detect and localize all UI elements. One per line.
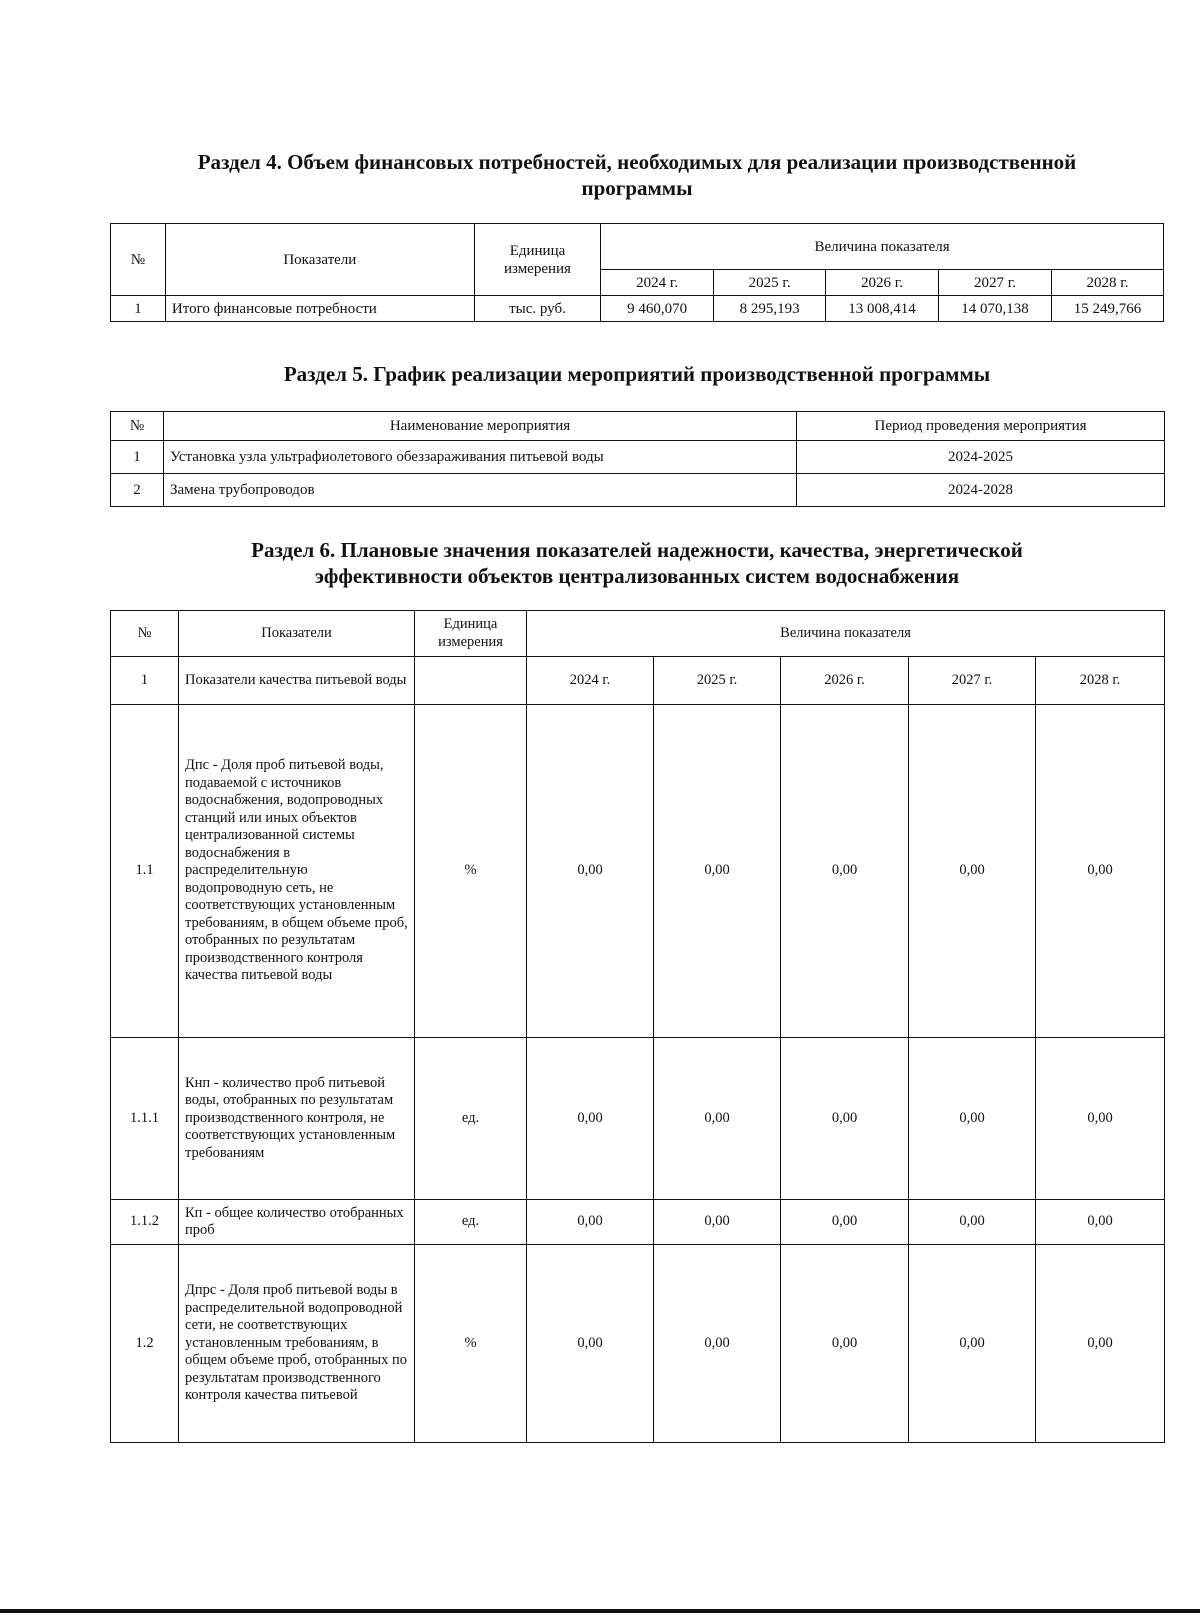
s6-header-value: Величина показателя — [527, 611, 1165, 657]
scan-bottom-edge — [0, 1609, 1200, 1613]
value-cell: 0,00 — [781, 1038, 909, 1200]
table-row — [111, 474, 1165, 507]
s6-year-cell: 2024 г. — [527, 657, 654, 705]
s6-year-cell: 2028 г. — [1036, 657, 1165, 705]
row-name: Итого финансовые потребности — [165, 296, 474, 322]
row-unit — [415, 657, 527, 705]
row-number: 1.1.2 — [111, 1200, 179, 1245]
table-row — [111, 1038, 1165, 1200]
s5-header-name: Наименование мероприятия — [164, 412, 797, 441]
value-cell: 0,00 — [527, 1200, 654, 1245]
row-number: 1 — [111, 296, 166, 322]
table-row — [111, 705, 1165, 1038]
s4-year-cell: 2025 г. — [714, 270, 826, 296]
s4-year-cell: 2028 г. — [1051, 270, 1163, 296]
section4-title-line2: программы — [581, 176, 693, 200]
section6-title-line2: эффективности объектов централизованных систем водоснабжения — [314, 564, 960, 588]
section6-table — [110, 610, 1165, 1443]
table-row — [111, 1200, 1165, 1245]
row-name: Показатели качества питьевой воды — [179, 657, 415, 705]
row-number: 1.1 — [111, 705, 179, 1038]
value-cell: 13 008,414 — [826, 296, 939, 322]
s6-header-no: № — [111, 611, 179, 657]
value-cell: 15 249,766 — [1051, 296, 1163, 322]
value-cell: 0,00 — [654, 1038, 781, 1200]
section4-table — [110, 223, 1164, 322]
value-cell: 9 460,070 — [601, 296, 714, 322]
table-row — [111, 1245, 1165, 1443]
s4-header-no: № — [111, 224, 166, 296]
section6-title — [110, 537, 1164, 589]
section5-table — [110, 411, 1165, 507]
row-number: 1 — [111, 657, 179, 705]
table-row — [111, 441, 1165, 474]
value-cell: 0,00 — [654, 705, 781, 1038]
row-period: 2024-2028 — [797, 474, 1165, 507]
table-row — [111, 657, 1165, 705]
s4-year-cell: 2026 г. — [826, 270, 939, 296]
value-cell: 0,00 — [654, 1245, 781, 1443]
row-number: 2 — [111, 474, 164, 507]
row-number: 1 — [111, 441, 164, 474]
row-unit: % — [415, 1245, 527, 1443]
row-number: 1.2 — [111, 1245, 179, 1443]
row-period: 2024-2025 — [797, 441, 1165, 474]
value-cell: 0,00 — [527, 705, 654, 1038]
row-number: 1.1.1 — [111, 1038, 179, 1200]
row-unit: ед. — [415, 1200, 527, 1245]
s4-year-cell: 2027 г. — [939, 270, 1052, 296]
row-name: Дпрс - Доля проб питьевой воды в распределительной водопроводной сети, не соответствующих установленным требованиям, в общем объеме проб, отобранных по результатам производственного контроля качества питьевой — [179, 1245, 415, 1443]
row-name: Кнп - количество проб питьевой воды, отобранных по результатам производственного контроля, не соответствующих установленным требованиям — [179, 1038, 415, 1200]
value-cell: 0,00 — [1036, 1245, 1165, 1443]
section6-title-line1: Раздел 6. Плановые значения показателей надежности, качества, энергетической — [251, 538, 1023, 562]
s6-header-indicator: Показатели — [179, 611, 415, 657]
row-unit: % — [415, 705, 527, 1038]
s4-year-cell: 2024 г. — [601, 270, 714, 296]
section4-title-line1: Раздел 4. Объем финансовых потребностей, необходимых для реализации производственной — [197, 150, 1077, 174]
s4-header-value: Величина показателя — [601, 224, 1164, 270]
value-cell: 0,00 — [654, 1200, 781, 1245]
row-name: Дпс - Доля проб питьевой воды, подаваемой с источников водоснабжения, водопроводных станций или иных объектов централизованной системы водоснабжения в распределительную водопроводную сеть, не соответствующих установленным требованиям, в общем объеме проб, отобранных по результатам производственного контроля качества питьевой воды — [179, 705, 415, 1038]
value-cell: 0,00 — [909, 1038, 1036, 1200]
s6-header-unit: Единица измерения — [415, 611, 527, 657]
value-cell: 0,00 — [909, 1245, 1036, 1443]
value-cell: 0,00 — [781, 1200, 909, 1245]
row-unit: тыс. руб. — [474, 296, 600, 322]
row-name: Установка узла ультрафиолетового обеззараживания питьевой воды — [164, 441, 797, 474]
value-cell: 0,00 — [1036, 1200, 1165, 1245]
value-cell: 0,00 — [781, 705, 909, 1038]
table-row — [111, 296, 1164, 322]
s5-header-period: Период проведения мероприятия — [797, 412, 1165, 441]
value-cell: 0,00 — [1036, 705, 1165, 1038]
s6-year-cell: 2025 г. — [654, 657, 781, 705]
s4-header-indicator: Показатели — [165, 224, 474, 296]
value-cell: 0,00 — [781, 1245, 909, 1443]
value-cell: 0,00 — [527, 1038, 654, 1200]
s4-header-unit: Единица измерения — [474, 224, 600, 296]
row-name: Кп - общее количество отобранных проб — [179, 1200, 415, 1245]
section4-title — [110, 149, 1164, 201]
value-cell: 0,00 — [909, 1200, 1036, 1245]
row-name: Замена трубопроводов — [164, 474, 797, 507]
s5-header-no: № — [111, 412, 164, 441]
value-cell: 0,00 — [909, 705, 1036, 1038]
value-cell: 14 070,138 — [939, 296, 1052, 322]
s6-year-cell: 2026 г. — [781, 657, 909, 705]
row-unit: ед. — [415, 1038, 527, 1200]
value-cell: 8 295,193 — [714, 296, 826, 322]
value-cell: 0,00 — [1036, 1038, 1165, 1200]
section5-title: Раздел 5. График реализации мероприятий производственной программы — [283, 362, 991, 386]
value-cell: 0,00 — [527, 1245, 654, 1443]
s6-year-cell: 2027 г. — [909, 657, 1036, 705]
